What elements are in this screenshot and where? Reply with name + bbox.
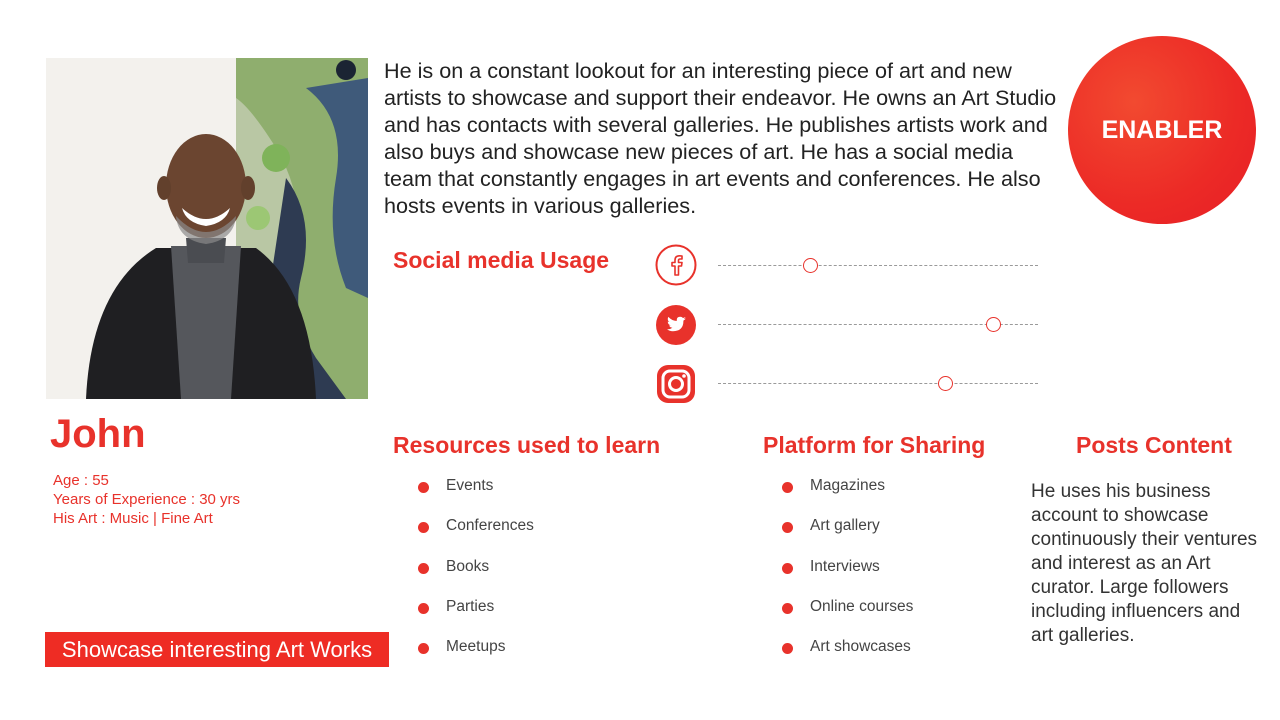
persona-type-badge: ENABLER — [1068, 36, 1256, 224]
list-item: Books — [418, 557, 534, 597]
instagram-usage-marker — [938, 376, 953, 391]
facebook-usage-marker — [803, 258, 818, 273]
persona-art: His Art : Music | Fine Art — [53, 510, 213, 527]
persona-photo — [46, 58, 368, 399]
list-item: Art showcases — [782, 637, 913, 677]
platforms-list — [782, 476, 913, 677]
persona-age: Age : 55 — [53, 472, 109, 489]
list-item: Meetups — [418, 637, 534, 677]
list-item: Parties — [418, 597, 534, 637]
twitter-icon — [655, 304, 697, 346]
list-item: Events — [418, 476, 534, 516]
resources-title: Resources used to learn — [393, 432, 661, 458]
twitter-usage-track — [718, 324, 1038, 325]
social-media-title: Social media Usage — [393, 247, 610, 273]
posts-description: He uses his business account to showcase continuously their ventures and interest as an Art curator. Large followers including influencers and art galleries. — [1031, 481, 1258, 646]
twitter-usage-marker — [986, 317, 1001, 332]
list-item: Art gallery — [782, 516, 913, 556]
persona-experience: Years of Experience : 30 yrs — [53, 491, 241, 508]
persona-name: John — [50, 412, 146, 456]
list-item: Conferences — [418, 516, 534, 556]
instagram-usage-track — [718, 383, 1038, 384]
list-item: Interviews — [782, 557, 913, 597]
list-item: Magazines — [782, 476, 913, 516]
persona-goal-banner: Showcase interesting Art Works — [45, 632, 389, 667]
list-item: Online courses — [782, 597, 913, 637]
facebook-icon — [655, 244, 697, 286]
facebook-usage-track — [718, 265, 1038, 266]
instagram-icon — [655, 363, 697, 405]
persona-description: He is on a constant lookout for an interesting piece of art and new artists to showcase and support their endeavor. He owns an Art Studio and has contacts with several galleries. He publishes artists work and also buys and showcase new pieces of art. He has a social media team that constantly engages in art events and conferences. He also hosts events in various galleries. — [384, 58, 1057, 218]
posts-title: Posts Content — [1076, 432, 1232, 458]
resources-list — [418, 476, 534, 677]
platforms-title: Platform for Sharing — [763, 432, 986, 458]
